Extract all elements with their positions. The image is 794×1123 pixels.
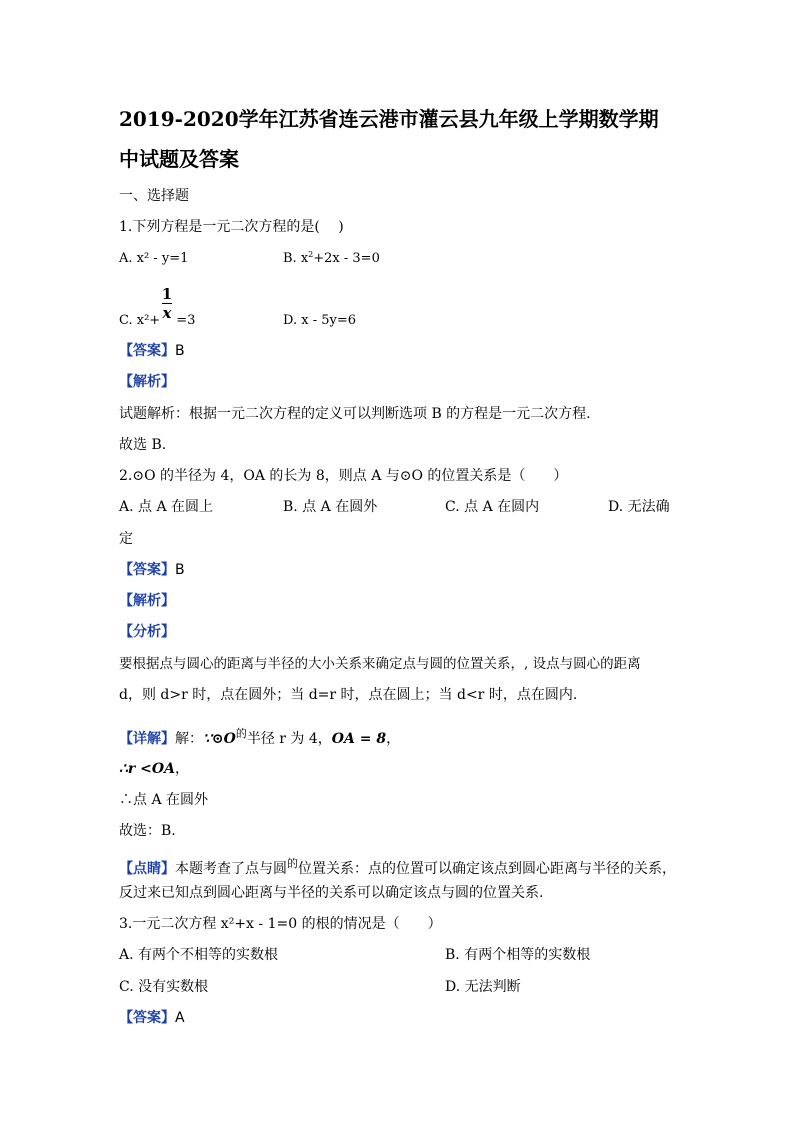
q2-answer: 【答案】B	[119, 562, 185, 578]
q2-step2: ∴点 A 在圆外	[119, 792, 209, 808]
document-title-line1: 2019-2020学年江苏省连云港市灌云县九年级上学期数学期	[119, 107, 659, 131]
q3-stem: 3.一元二次方程 x²+x - 1=0 的根的情况是（ ）	[119, 916, 442, 932]
q1-option-c: C. x²+ =3	[119, 313, 196, 328]
q1-stem: 1.下列方程是一元二次方程的是( )	[119, 219, 344, 235]
q2-analysis-tag: 【解析】	[119, 593, 175, 609]
q3-answer: 【答案】A	[119, 1010, 185, 1026]
section-heading: 一、选择题	[119, 188, 189, 204]
q1-answer: 【答案】B	[119, 343, 185, 359]
q2-option-a: A. 点 A 在圆上	[119, 499, 214, 515]
q2-fenxi-tag: 【分析】	[119, 624, 175, 640]
q2-dianjing-line1: 【点睛】本题考查了点与圆$^的$位置关系：点的位置可以确定该点到圆心距离与半径的关系，	[119, 857, 676, 877]
q2-option-c: C. 点 A 在圆内	[445, 499, 540, 515]
q1-option-a: A. x² - y=1	[119, 251, 189, 266]
q2-option-d-continued: 定	[119, 531, 133, 547]
q2-fenxi-line1: 要根据点与圆心的距离与半径的大小关系来确定点与圆的位置关系，, 设点与圆心的距离	[119, 656, 641, 672]
q2-option-b: B. 点 A 在圆外	[283, 499, 378, 515]
q1-fraction: 1 x	[161, 285, 173, 322]
q1-explanation: 试题解析：根据一元二次方程的定义可以判断选项 B 的方程是一元二次方程.	[119, 406, 591, 422]
q2-detail: 【详解】解：$\because⊙O^的$半径 r 为 4，OA = 8，	[119, 727, 401, 747]
q2-dianjing-line2: 反过来已知点到圆心距离与半径的关系可以确定该点与圆的位置关系.	[119, 885, 544, 901]
document-title-line2: 中试题及答案	[119, 147, 239, 171]
q3-option-b: B. 有两个相等的实数根	[445, 947, 591, 963]
q2-fenxi-line2: d，则 d>r 时，点在圆外；当 d=r 时，点在圆上；当 d<r 时，点在圆内.	[119, 687, 578, 703]
q2-stem: 2.⊙O 的半径为 4，OA 的长为 8，则点 A 与⊙O 的位置关系是（ ）	[119, 468, 568, 484]
q1-option-d: D. x - 5y=6	[283, 313, 356, 328]
q3-option-d: D. 无法判断	[445, 979, 521, 995]
q3-option-c: C. 没有实数根	[119, 979, 209, 995]
q1-option-b: B. $x^2+2x - 3=0$	[283, 250, 380, 266]
q1-choose: 故选 B.	[119, 437, 167, 453]
q2-step1: ∴r <OA，	[119, 761, 189, 777]
q2-option-d: D. 无法确	[608, 499, 670, 515]
q3-option-a: A. 有两个不相等的实数根	[119, 947, 279, 963]
q1-analysis-tag: 【解析】	[119, 374, 175, 390]
q2-choose: 故选：B.	[119, 823, 176, 839]
